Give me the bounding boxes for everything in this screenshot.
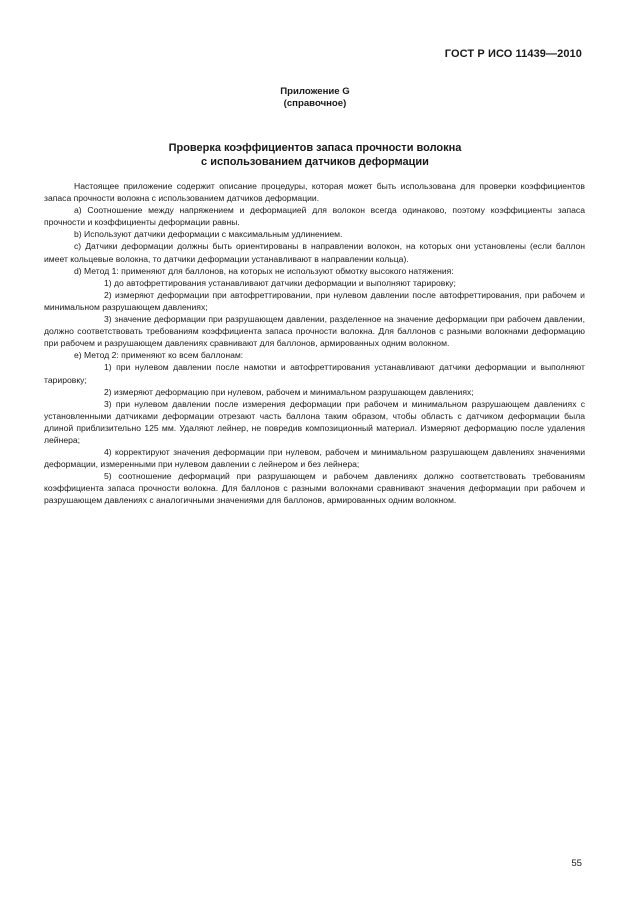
- paragraph: 2) измеряют деформацию при нулевом, рабочем и минимальном разрушающем давлениях;: [104, 386, 474, 397]
- annex-type: (справочное): [283, 97, 347, 109]
- annex-title: [0, 141, 630, 169]
- annex-label: Приложение G: [280, 86, 350, 97]
- annex-title-line-2: с использованием датчиков деформации: [201, 156, 429, 168]
- paragraph: 2) измеряют деформации при автофреттировании, при нулевом давлении после автофреттирования, при рабочем и минимальном разрушающем давлениях;: [44, 289, 585, 312]
- paragraph: 1) при нулевом давлении после намотки и автофреттирования устанавливают датчики деформации и выполняют тарировку;: [44, 362, 585, 385]
- paragraph: 1) до автофреттирования устанавливают датчики деформации и выполняют тарировку;: [104, 277, 456, 288]
- paragraph: 3) при нулевом давлении после измерения деформации при рабочем и минимальном разрушающем давлениях с установленными датчиками деформации отрезают часть баллона таким образом, чтобы область с датчиком деформации была длиной приблизительно 125 мм. Удаляют лейнер, не повредив композиционный материал. Измеряют деформацию после удаления лейнера;: [44, 398, 585, 445]
- paragraph: Настоящее приложение содержит описание процедуры, которая может быть использована для проверки коэффициентов запаса прочности волокна с использованием датчиков деформации.: [44, 181, 585, 204]
- paragraph: 3) значение деформации при разрушающем давлении, разделенное на значение деформации при рабочем давлении, должно соответствовать требованиям коэффициента запаса прочности волокна. Для баллонов с разными волокнами деформацию при рабочем и разрушающем давлениях сравнивают для баллонов, армированных одним волокном.: [44, 314, 585, 349]
- paragraph: e) Метод 2: применяют ко всем баллонам:: [74, 350, 244, 361]
- body-text: [44, 180, 585, 507]
- paragraph: c) Датчики деформации должны быть ориентированы в направлении волокон, на которых они установлены (если баллон имеет кольцевые волокна, то датчики деформации устанавливают в направлении кольца).: [44, 241, 585, 264]
- paragraph: 5) соотношение деформаций при разрушающем и рабочем давлениях должно соответствовать требованиям коэффициента запаса прочности волокна. Для баллонов с разными волокнами сравнивают значения деформации при рабочем и разрушающем давлениях с аналогичными значениями для баллонов, армированных одним волокном.: [44, 471, 585, 506]
- paragraph: 4) корректируют значения деформации при нулевом, рабочем и минимальном разрушающем давлениях значениями деформации, измеренными при нулевом давлении с лейнером и без лейнера;: [44, 447, 585, 470]
- paragraph: b) Используют датчики деформации с максимальным удлинением.: [74, 229, 343, 240]
- page-number: 55: [571, 858, 582, 869]
- paragraph: d) Метод 1: применяют для баллонов, на которых не используют обмотку высокого натяжения:: [74, 265, 454, 276]
- standard-code: ГОСТ Р ИСО 11439—2010: [444, 48, 582, 60]
- annex-title-line-1: Проверка коэффициентов запаса прочности волокна: [168, 142, 462, 154]
- annex-heading: [0, 86, 630, 109]
- paragraph: а) Соотношение между напряжением и деформацией для волокон всегда одинаково, поэтому коэффициенты запаса прочности и коэффициенты деформации равны.: [44, 205, 585, 228]
